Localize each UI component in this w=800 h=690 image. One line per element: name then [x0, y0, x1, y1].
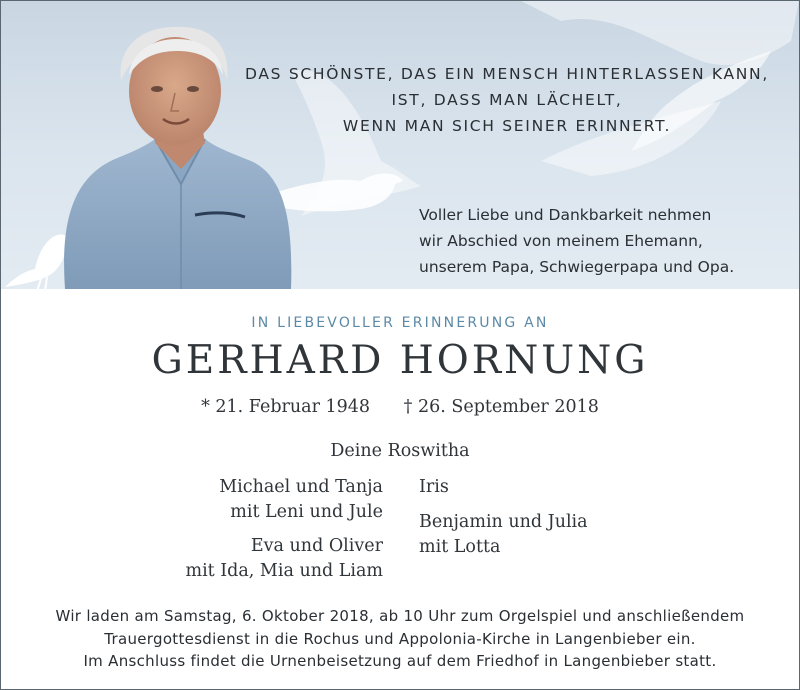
quote-line: WENN MAN SICH SEINER ERINNERT. — [342, 117, 672, 135]
farewell-line: Voller Liebe und Dankbarkeit nehmen — [419, 206, 712, 224]
family-line: mit Ida, Mia und Liam — [185, 561, 383, 581]
wife-name: Deine Roswitha — [330, 441, 470, 461]
deceased-name: GERHARD HORNUNG — [151, 338, 649, 383]
family-group — [185, 475, 383, 525]
family-line: Eva und Oliver — [250, 536, 383, 556]
notice-line: Wir laden am Samstag, 6. Oktober 2018, ab 10 Uhr zum Orgelspiel und anschließendem — [55, 607, 745, 625]
family-line: mit Lotta — [419, 537, 501, 557]
quote-text — [241, 61, 773, 139]
funeral-notice — [1, 605, 799, 673]
life-dates — [1, 397, 799, 417]
farewell-line: wir Abschied von meinem Ehemann, — [419, 232, 703, 250]
family-line: Benjamin und Julia — [419, 512, 588, 532]
family-line: Iris — [419, 477, 449, 497]
family-line: mit Leni und Jule — [230, 502, 383, 522]
farewell-line: unserem Papa, Schwiegerpapa und Opa. — [419, 258, 735, 276]
family-group — [185, 534, 383, 584]
farewell-text — [419, 202, 779, 280]
birth-date: * 21. Februar 1948 — [201, 397, 371, 417]
header-banner — [1, 1, 799, 289]
family-left-column — [185, 475, 383, 584]
family-group — [419, 475, 588, 500]
notice-line: Im Anschluss findet die Urnenbeisetzung auf dem Friedhof in Langenbieber statt. — [83, 652, 717, 670]
quote-line: IST, DASS MAN LÄCHELT, — [391, 91, 623, 109]
notice-line: Trauergottesdienst in die Rochus und Appolonia-Kirche in Langenbieber ein. — [104, 629, 696, 648]
portrait-photo — [55, 19, 295, 289]
memorial-intro: IN LIEBEVOLLER ERINNERUNG AN — [251, 315, 549, 331]
death-date: † 26. September 2018 — [403, 397, 599, 417]
quote-line: DAS SCHÖNSTE, DAS EIN MENSCH HINTERLASSEN KANN, — [245, 65, 769, 83]
family-right-column — [419, 475, 588, 560]
family-line: Michael und Tanja — [219, 477, 383, 497]
family-group — [419, 510, 588, 560]
